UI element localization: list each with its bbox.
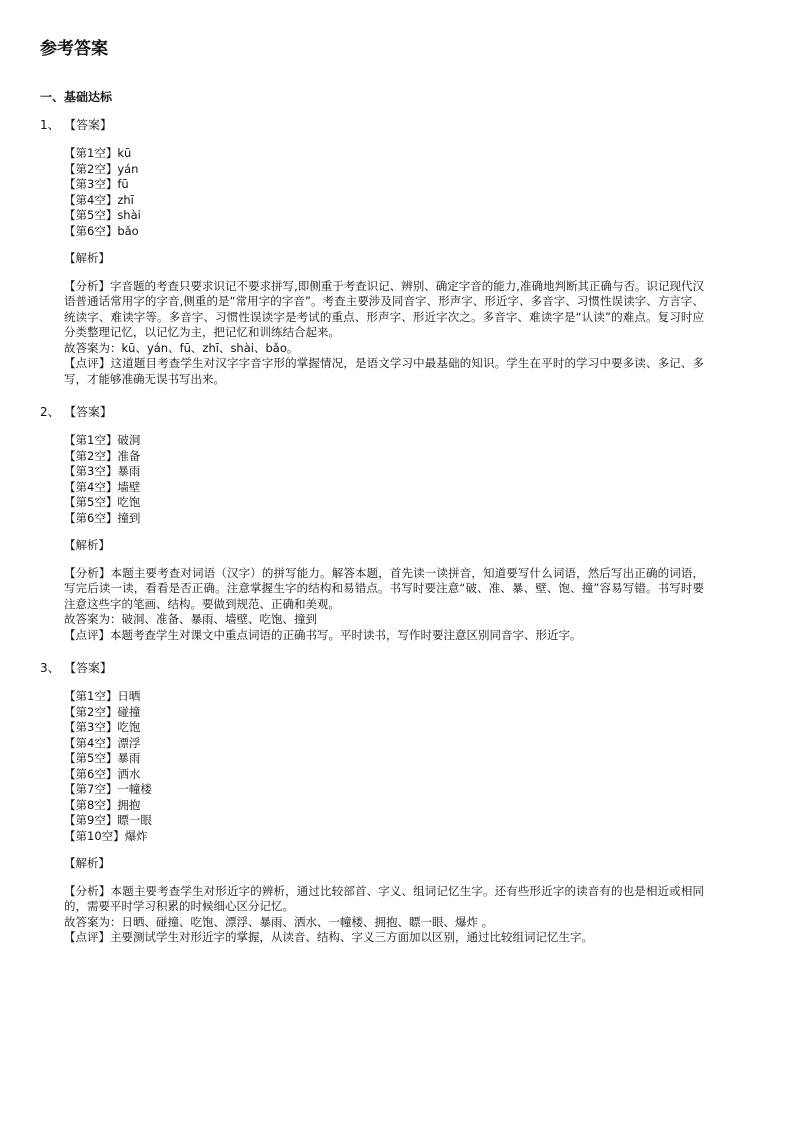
analysis-paragraph: 【点评】本题考查学生对课文中重点词语的正确书写。平时读书，写作时要注意区别同音字、形近字。 — [64, 627, 582, 642]
blank-answer: 【第7空】一幢楼 — [64, 782, 152, 796]
question-header — [40, 659, 754, 677]
answer-blanks — [64, 433, 754, 526]
blank-answer: 【第5空】暴雨 — [64, 751, 141, 765]
question-number: 3、 — [40, 661, 60, 675]
section-title: 一、基础达标 — [40, 90, 113, 104]
answer-label: 【答案】 — [64, 661, 113, 675]
blank-answer: 【第1空】日晒 — [64, 689, 141, 703]
blank-answer: 【第5空】吃饱 — [64, 495, 141, 509]
analysis-paragraph: 【分析】本题主要考查对词语（汉字）的拼写能力。解答本题，首先读一读拼音，知道要写什么词语，然后写出正确的词语，写完后读一读，看看是否正确。注意掌握生字的结构和易错点。书写时要注意“破、准、暴、壁、饱、撞”容易写错。书写时要注意这些字的笔画、结构。要做到规范、正确和美观。 — [64, 565, 704, 611]
page-title: 参考答案 — [40, 39, 108, 59]
answer-blanks — [64, 689, 754, 844]
blank-answer: 【第1空】破洞 — [64, 433, 141, 447]
blank-answer: 【第3空】吃饱 — [64, 720, 141, 734]
analysis-paragraph: 【分析】本题主要考查学生对形近字的辨析，通过比较部首、字义、组词记忆生字。还有些形近字的读音有的也是相近或相同的，需要平时学习积累的时候细心区分记忆。 — [64, 883, 704, 913]
question-number: 2、 — [40, 405, 60, 419]
analysis-text — [64, 884, 704, 946]
analysis-paragraph: 故答案为：破洞、准备、暴雨、墙壁、吃饱、撞到 — [64, 612, 317, 626]
question-number: 1、 — [40, 118, 60, 132]
question-header — [40, 403, 754, 421]
question-block — [40, 403, 754, 643]
answer-label: 【答案】 — [64, 405, 113, 419]
blank-answer: 【第9空】瞟一眼 — [64, 813, 152, 827]
analysis-paragraph: 故答案为：日晒、碰撞、吃饱、漂浮、暴雨、洒水、一幢楼、拥抱、瞟一眼、爆炸 。 — [64, 914, 494, 929]
question-list — [40, 116, 754, 946]
blank-answer: 【第2空】准备 — [64, 448, 141, 463]
question-block — [40, 116, 754, 387]
blank-answer: 【第1空】kū — [64, 146, 132, 160]
blank-answer: 【第4空】漂浮 — [64, 735, 141, 750]
blank-answer: 【第6空】bǎo — [64, 223, 139, 238]
analysis-label: 【解析】 — [64, 538, 110, 552]
blank-answer: 【第5空】shài — [64, 208, 141, 222]
analysis-paragraph: 【点评】主要测试学生对形近字的掌握，从读音、结构、字义三方面加以区别，通过比较组词记忆生字。 — [64, 930, 593, 944]
analysis-text — [64, 279, 704, 388]
blank-answer: 【第3空】暴雨 — [64, 464, 141, 478]
blank-answer: 【第4空】墙壁 — [64, 479, 141, 494]
answer-label: 【答案】 — [64, 118, 113, 132]
analysis-paragraph: 故答案为：kū、yán、fū、zhī、shài、bǎo。 — [64, 340, 299, 355]
blank-answer: 【第4空】zhī — [64, 192, 134, 207]
blank-answer: 【第10空】爆炸 — [64, 828, 148, 843]
question-block — [40, 659, 754, 946]
analysis-paragraph: 【点评】这道题目考查学生对汉字字音字形的掌握情况，是语文学习中最基础的知识。学生在平时的学习中要多读、多记、多写，才能够准确无误书写出来。 — [64, 356, 704, 386]
analysis-label: 【解析】 — [64, 856, 110, 870]
blank-answer: 【第2空】yán — [64, 161, 139, 176]
blank-answer: 【第8空】拥抱 — [64, 797, 141, 812]
analysis-paragraph: 【分析】字音题的考查只要求识记不要求拼写,即侧重于考查识记、辨别、确定字音的能力,准确地判断其正确与否。识记现代汉语普通话常用字的字音,侧重的是“常用字的字音”。考查主要涉及同音字、形声字、形近字、多音字、习惯性误读字、方言字、统读字、难读字等。多音字、习惯性误读字是考试的重点、形声字、形近字次之。多音字、难读字是“认读”的难点。复习时应分类整理记忆，以记忆为主，把记忆和训练结合起来。 — [64, 278, 704, 339]
question-header — [40, 116, 754, 134]
blank-answer: 【第3空】fū — [64, 177, 129, 191]
blank-answer: 【第6空】撞到 — [64, 510, 141, 525]
analysis-text — [64, 566, 704, 644]
analysis-label: 【解析】 — [64, 251, 110, 265]
answer-blanks — [64, 146, 754, 239]
blank-answer: 【第6空】洒水 — [64, 766, 141, 781]
blank-answer: 【第2空】碰撞 — [64, 704, 141, 719]
